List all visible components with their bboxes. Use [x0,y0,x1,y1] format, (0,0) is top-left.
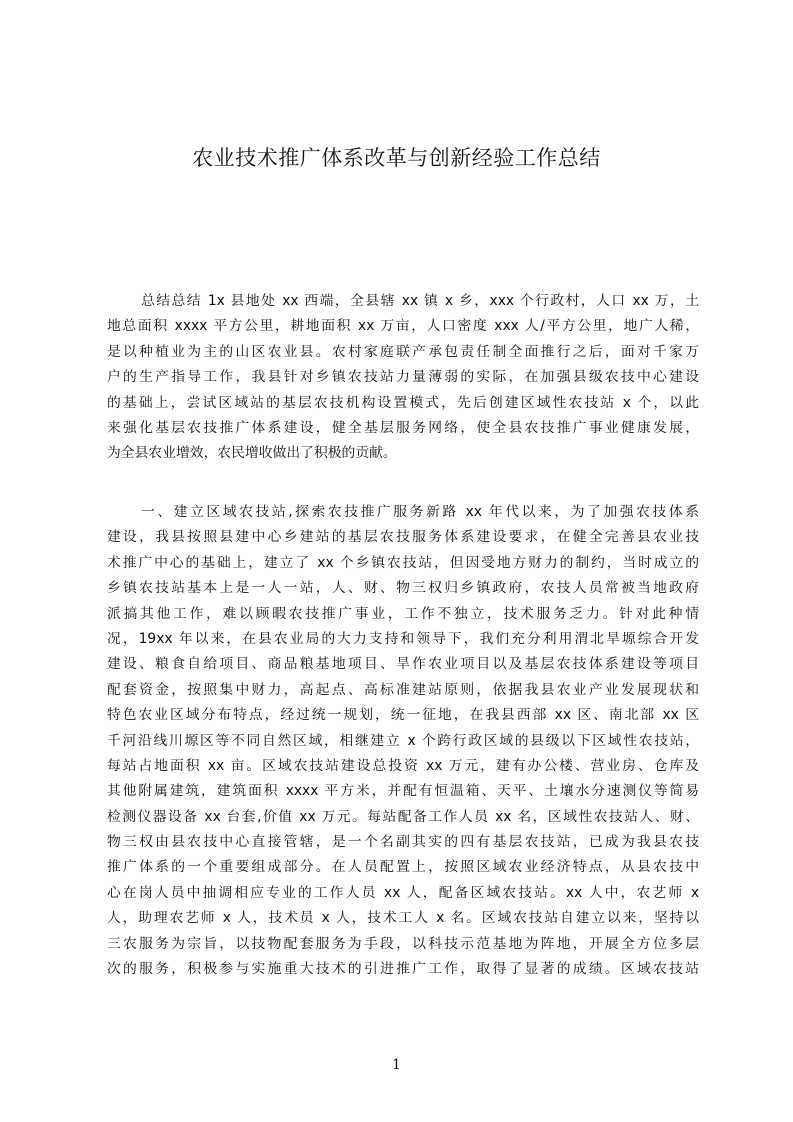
text-line: 心在岗人员中抽调相应专业的工作人员 xx 人，配备区域农技站。xx 人中，农艺师 x [107,884,699,901]
text-line: 来强化基层农技推广体系建设，健全基层服务网络，使全县农技推广事业健康发展， [107,419,699,436]
text-line: 三农服务为宗旨，以技物配套服务为手段，以科技示范基地为阵地，开展全方位多层 [107,935,699,952]
text-line: 户的生产指导工作，我县针对乡镇农技站力量薄弱的实际，在加强县级农技中心建设 [107,369,699,386]
text-line: 总结总结 1x 县地处 xx 西端，全县辖 xx 镇 x 乡，xxx 个行政村，人口 xx 万，土 [141,293,699,309]
text-line: 千河沿线川塬区等不同自然区域，相继建立 x 个跨行政区域的县级以下区域性农技站， [107,732,699,749]
text-line: 一、建立区域农技站,探索农技推广服务新路 xx 年代以来，为了加强农技体系 [141,504,699,520]
page-title: 农业技术推广体系改革与创新经验工作总结 [192,146,601,170]
text-line: 特色农业区域分布特点，经过统一规划，统一征地，在我县西部 xx 区、南北部 xx 区 [107,707,699,724]
text-line: 每站占地面积 xx 亩。区域农技站建设总投资 xx 万元，建有办公楼、营业房、仓库及 [107,757,699,774]
text-line: 的基础上，尝试区域站的基层农技机构设置模式，先后创建区域性农技站 x 个，以此 [107,394,699,411]
text-line: 其他附属建筑，建筑面积 xxxx 平方米，并配有恒温箱、天平、土壤水分速测仪等简易 [107,783,699,800]
paragraph-section-one [107,500,699,982]
text-line: 次的服务，积极参与实施重大技术的引进推广工作，取得了显著的成绩。区域农技站 [107,961,699,978]
text-line: 况，19xx 年以来，在县农业局的大力支持和领导下，我们充分利用渭北旱塬综合开发 [107,630,699,647]
text-line: 乡镇农技站基本上是一人一站，人、财、物三权归乡镇政府，农技人员常被当地政府 [107,580,699,597]
text-line: 建设、粮食自给项目、商品粮基地项目、旱作农业项目以及基层农技体系建设等项目 [107,656,699,673]
text-line: 术推广中心的基础上，建立了 xx 个乡镇农技站，但因受地方财力的制约，当时成立的 [107,554,699,571]
text-line: 人，助理农艺师 x 人，技术员 x 人，技术工人 x 名。区域农技站自建立以来，坚持以 [107,910,699,927]
text-line: 建设，我县按照县建中心乡建站的基层农技服务体系建设要求，在健全完善县农业技 [107,529,699,546]
text-line: 为全县农业增效，农民增收做出了积极的贡献。 [107,445,397,462]
text-line: 检测仪器设备 xx 台套,价值 xx 万元。每站配备工作人员 xx 名，区域性农技站人、财、 [107,808,699,825]
page-number: 1 [392,1057,401,1073]
text-line: 派搞其他工作，难以顾暇农技推广事业，工作不独立，技术服务乏力。针对此种情 [107,605,699,622]
text-line: 是以种植业为主的山区农业县。农村家庭联产承包责任制全面推行之后，面对千家万 [107,343,699,360]
paragraph-summary [107,289,699,467]
text-line: 推广体系的一个重要组成部分。在人员配置上，按照区域农业经济特点，从县农技中 [107,859,699,876]
text-line: 配套资金，按照集中财力，高起点、高标准建站原则，依据我县农业产业发展现状和 [107,681,699,698]
text-line: 地总面积 xxxx 平方公里，耕地面积 xx 万亩，人口密度 xxx 人/平方公里，地广人稀， [107,318,699,335]
text-line: 物三权由县农技中心直接管辖，是一个名副其实的四有基层农技站，已成为我县农技 [107,834,699,851]
